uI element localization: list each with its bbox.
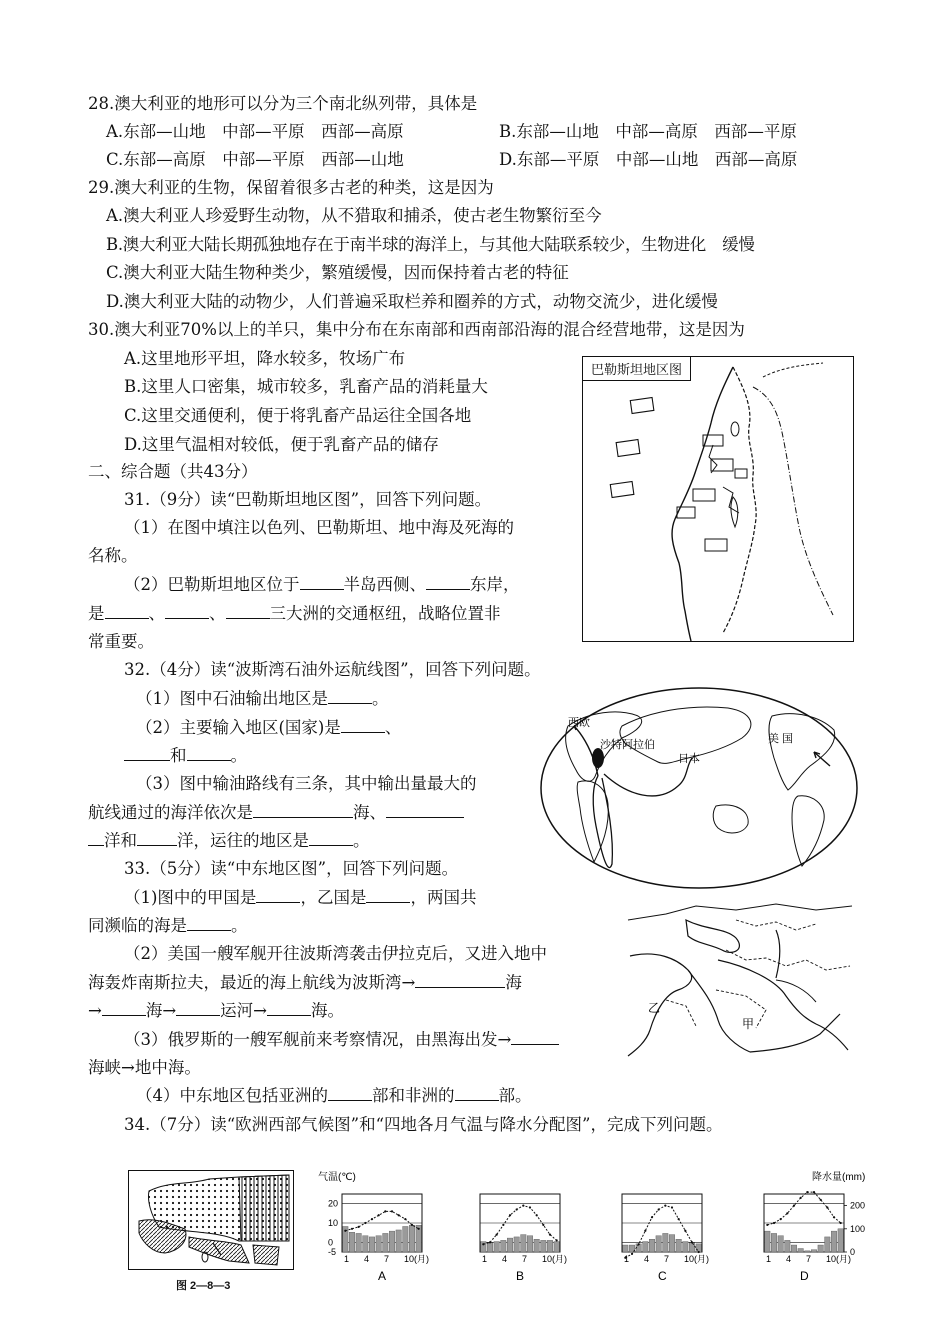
precipitation-bar <box>683 1242 688 1252</box>
temperature-point <box>371 1218 373 1220</box>
q31-text: （2）巴勒斯坦地区位于 <box>124 575 300 594</box>
q32-text: 海、 <box>353 803 386 822</box>
precipitation-tick-label: 0 <box>850 1247 856 1257</box>
temperature-point <box>509 1214 511 1216</box>
oil-route-map-drawing <box>538 686 860 890</box>
precipitation-tick-label: 200 <box>850 1200 866 1211</box>
q33-text: 。 <box>231 916 248 935</box>
temperature-point <box>398 1214 400 1216</box>
chart-letter-label: D <box>800 1269 809 1283</box>
temperature-tick-label: 10 <box>328 1218 339 1228</box>
temperature-point <box>786 1212 788 1214</box>
precipitation-bar <box>356 1233 361 1252</box>
temperature-point <box>391 1210 393 1212</box>
temperature-point <box>638 1243 640 1245</box>
q32-text: 和 <box>170 746 187 765</box>
precipitation-bar <box>778 1236 783 1252</box>
answer-blank[interactable] <box>165 604 209 619</box>
precipitation-bar <box>389 1231 394 1252</box>
precipitation-bar <box>811 1250 816 1252</box>
answer-blank[interactable] <box>256 888 300 903</box>
q30-option-c: C.这里交通便利，便于将乳畜产品运往全国各地 <box>124 406 472 425</box>
figure-caption: 图 2—8—3 <box>176 1280 231 1292</box>
q33-text: 海→ <box>145 1001 177 1020</box>
answer-blank[interactable] <box>187 746 231 761</box>
month-tick-label: 10(月) <box>684 1254 710 1264</box>
temperature-point <box>522 1205 524 1207</box>
q30-option-b: B.这里人口密集，城市较多，乳畜产品的消耗量大 <box>124 377 488 396</box>
temperature-point <box>800 1197 802 1199</box>
q32-part3-line2 <box>88 803 464 823</box>
temperature-point <box>664 1205 666 1207</box>
temperature-point <box>684 1230 686 1232</box>
precipitation-bar <box>403 1226 408 1252</box>
q32-part2-line2 <box>124 746 247 766</box>
precipitation-bar <box>663 1233 668 1252</box>
temperature-point <box>496 1234 498 1236</box>
temperature-line <box>767 1192 840 1225</box>
answer-blank[interactable] <box>187 916 231 931</box>
q33-text: （4）中东地区包括亚洲的 <box>136 1086 328 1105</box>
q33-text: 海 <box>505 973 522 992</box>
q28-option-a: A.东部—山地 中部—平原 西部—高原 <box>106 122 404 141</box>
precipitation-bar <box>805 1251 810 1252</box>
temperature-point <box>766 1224 768 1226</box>
precipitation-bar <box>376 1236 381 1252</box>
answer-blank[interactable] <box>267 1001 311 1016</box>
q31-stem: 31.（9分）读“巴勒斯坦地区图”，回答下列问题。 <box>124 490 492 509</box>
temperature-point <box>644 1230 646 1232</box>
q32-text: 、 <box>384 718 402 737</box>
chart-letter-label: A <box>378 1269 387 1283</box>
temperature-point <box>813 1191 815 1193</box>
middle-east-map-drawing <box>626 900 854 1060</box>
precipitation-bar <box>676 1239 681 1252</box>
precipitation-bar <box>369 1237 374 1252</box>
map-label-usa: 美 国 <box>768 733 794 745</box>
temperature-point <box>698 1251 700 1253</box>
temperature-tick-label: 0 <box>328 1237 334 1248</box>
precipitation-bar <box>527 1236 532 1252</box>
q30-option-d: D.这里气温相对较低，便于乳畜产品的储存 <box>124 435 439 454</box>
precipitation-bar <box>487 1243 492 1252</box>
palestine-map <box>582 356 854 642</box>
precipitation-bar <box>825 1237 830 1252</box>
precipitation-bar <box>765 1231 770 1252</box>
answer-blank[interactable] <box>511 1030 559 1045</box>
q33-part3-line1 <box>124 1030 559 1050</box>
precipitation-bar <box>507 1238 512 1252</box>
precipitation-bar <box>785 1240 790 1252</box>
q32-part3-line1: （3）图中输油路线有三条，其中输出量最大的 <box>136 774 477 793</box>
precipitation-bar <box>409 1225 414 1252</box>
palestine-map-title: 巴勒斯坦地区图 <box>583 357 691 381</box>
q32-part2-line1 <box>136 718 401 738</box>
q33-text: ，乙国是 <box>300 888 367 907</box>
temperature-point <box>542 1224 544 1226</box>
climate-charts <box>312 1168 872 1296</box>
answer-blank[interactable] <box>105 604 149 619</box>
precipitation-bar <box>838 1229 843 1252</box>
temperature-point <box>806 1191 808 1193</box>
answer-blank[interactable] <box>137 831 177 846</box>
month-tick-label: 1 <box>344 1254 350 1264</box>
month-tick-label: 1 <box>482 1254 488 1264</box>
q32-text: （1）图中石油输出地区是 <box>136 689 328 708</box>
precipitation-bar <box>554 1242 559 1252</box>
precipitation-bar <box>349 1232 354 1252</box>
q30-option-a: A.这里地形平坦，降水较多，牧场广布 <box>124 349 406 368</box>
q31-text: 三大洲的交通枢纽，战略位置非 <box>269 604 501 623</box>
temperature-point <box>820 1199 822 1201</box>
q29-option-a: A.澳大利亚人珍爱野生动物，从不猎取和捕杀，使古老生物繁衍至今 <box>106 206 602 225</box>
answer-blank[interactable] <box>253 803 353 818</box>
answer-blank[interactable] <box>455 1086 499 1101</box>
q32-part1 <box>136 689 389 709</box>
temperature-point <box>529 1206 531 1208</box>
month-tick-label: 7 <box>384 1254 390 1264</box>
q32-part3-line3 <box>88 831 370 851</box>
temperature-point <box>364 1222 366 1224</box>
precipitation-bar <box>649 1239 654 1252</box>
q31-text: 、 <box>148 604 165 623</box>
precipitation-bar <box>656 1236 661 1252</box>
temperature-point <box>378 1214 380 1216</box>
q32-text: 。 <box>230 746 247 765</box>
temperature-point <box>773 1222 775 1224</box>
precipitation-axis-label: 降水量(mm) <box>812 1172 866 1183</box>
europe-climate-map <box>128 1170 294 1270</box>
q31-text: 是 <box>88 604 105 623</box>
temperature-point <box>411 1224 413 1226</box>
q32-text: 航线通过的海洋依次是 <box>88 803 253 822</box>
month-tick-label: 4 <box>364 1254 370 1264</box>
month-tick-label: 1 <box>624 1254 630 1264</box>
map-label-yi: 乙 <box>648 1001 661 1015</box>
q29-stem: 29.澳大利亚的生物，保留着很多古老的种类，这是因为 <box>88 178 494 197</box>
answer-blank[interactable] <box>176 1001 220 1016</box>
precipitation-bar <box>534 1239 539 1252</box>
q33-part2-line3 <box>88 1001 344 1021</box>
answer-blank[interactable] <box>341 718 385 733</box>
temperature-point <box>344 1230 346 1232</box>
answer-blank[interactable] <box>300 575 344 590</box>
q32-text: 洋，运往的地区是 <box>177 831 309 850</box>
precipitation-bar <box>643 1242 648 1252</box>
temperature-point <box>631 1253 633 1255</box>
q31-text: 、 <box>209 604 226 623</box>
precipitation-bar <box>798 1249 803 1252</box>
precipitation-bar <box>623 1245 628 1252</box>
month-tick-label: 10(月) <box>826 1254 852 1264</box>
temperature-point <box>780 1218 782 1220</box>
temperature-tick-label: 20 <box>328 1198 339 1209</box>
precipitation-bar <box>689 1243 694 1252</box>
q31-part2-line1 <box>124 575 520 595</box>
answer-blank[interactable] <box>226 604 270 619</box>
q33-text: 海。 <box>310 1001 344 1020</box>
oil-route-map <box>538 686 860 890</box>
precipitation-bar <box>669 1235 674 1252</box>
palestine-map-drawing <box>583 357 853 641</box>
temperature-point <box>384 1210 386 1212</box>
q29-option-c: C.澳大利亚大陆生物种类少，繁殖缓慢，因而保持着古老的特征 <box>106 263 569 282</box>
q33-part4 <box>136 1086 532 1106</box>
q28-stem: 28.澳大利亚的地形可以分为三个南北纵列带，具体是 <box>88 94 478 113</box>
section-title: 二、综合题（共43分） <box>88 462 258 481</box>
temperature-point <box>358 1226 360 1228</box>
chart-letter-label: C <box>658 1269 667 1283</box>
answer-blank[interactable] <box>102 1001 146 1016</box>
month-tick-label: 7 <box>806 1254 812 1264</box>
precipitation-bar <box>494 1242 499 1252</box>
q33-text: 部。 <box>498 1086 532 1105</box>
q33-text: 部和非洲的 <box>372 1086 455 1105</box>
answer-blank[interactable] <box>88 831 104 846</box>
europe-climate-map-drawing <box>129 1171 293 1269</box>
temperature-point <box>418 1228 420 1230</box>
answer-blank[interactable] <box>309 831 353 846</box>
q31-part2-line2 <box>88 604 501 624</box>
month-tick-label: 4 <box>644 1254 650 1264</box>
q34-stem: 34.（7分）读“欧洲西部气候图”和“四地各月气温与降水分配图”，完成下列问题。 <box>124 1115 723 1134</box>
map-label-west-europe: 西欧 <box>568 717 590 729</box>
temperature-point <box>351 1228 353 1230</box>
precipitation-bar <box>363 1236 368 1252</box>
q33-part1-line2 <box>88 916 248 936</box>
precipitation-bar <box>547 1240 552 1252</box>
precipitation-bar <box>383 1233 388 1252</box>
chart-letter-label: B <box>516 1269 525 1283</box>
precipitation-bar <box>396 1230 401 1252</box>
q33-part2-line2 <box>88 973 522 993</box>
precipitation-bar <box>771 1233 776 1252</box>
answer-blank[interactable] <box>328 1086 372 1101</box>
month-tick-label: 4 <box>786 1254 792 1264</box>
q33-text: 海轰炸南斯拉夫，最近的海上航线为波斯湾→ <box>88 973 416 992</box>
answer-blank[interactable] <box>415 973 505 988</box>
month-tick-label: 7 <box>522 1254 528 1264</box>
q31-part1-line1: （1）在图中填注以色列、巴勒斯坦、地中海及死海的 <box>124 518 514 537</box>
answer-blank[interactable] <box>366 888 410 903</box>
month-tick-label: 7 <box>664 1254 670 1264</box>
month-tick-label: 10(月) <box>542 1254 568 1264</box>
temperature-point <box>691 1241 693 1243</box>
q31-part2-line3: 常重要。 <box>88 632 154 651</box>
temperature-point <box>502 1224 504 1226</box>
temperature-point <box>793 1205 795 1207</box>
q33-part3-line2: 海峡→地中海。 <box>88 1058 201 1077</box>
answer-blank[interactable] <box>426 575 470 590</box>
precipitation-bar <box>481 1242 486 1252</box>
temperature-point <box>549 1234 551 1236</box>
q32-text: （2）主要输入地区(国家)是 <box>136 718 341 737</box>
q29-option-b: B.澳大利亚大陆长期孤独地存在于南半球的海洋上，与其他大陆联系较少，生物进化 缓慢 <box>106 235 755 254</box>
map-label-saudi-arabia: 沙特阿拉伯 <box>600 739 655 751</box>
temperature-point <box>840 1222 842 1224</box>
temperature-point <box>651 1216 653 1218</box>
q28-option-c: C.东部—高原 中部—平原 西部—山地 <box>106 150 404 169</box>
q33-part1-line1 <box>124 888 476 908</box>
precipitation-bar <box>831 1231 836 1252</box>
answer-blank[interactable] <box>386 803 464 818</box>
q30-stem: 30.澳大利亚70%以上的羊只，集中分布在东南部和西南部沿海的混合经营地带，这是因为 <box>88 320 745 339</box>
precipitation-bar <box>521 1235 526 1252</box>
q28-option-d: D.东部—平原 中部—山地 西部—高原 <box>499 150 798 169</box>
temperature-point <box>833 1216 835 1218</box>
temperature-point <box>678 1218 680 1220</box>
q33-text: （1)图中的甲国是 <box>124 888 257 907</box>
answer-blank[interactable] <box>328 689 372 704</box>
temperature-point <box>489 1241 491 1243</box>
temperature-point <box>658 1208 660 1210</box>
q33-text: ，两国共 <box>410 888 477 907</box>
q33-text: 运河→ <box>220 1001 267 1020</box>
temperature-tick-label: -5 <box>328 1247 337 1257</box>
precipitation-bar <box>514 1237 519 1252</box>
q32-text: 洋和 <box>104 831 137 850</box>
q33-stem: 33.（5分）读“中东地区图”，回答下列问题。 <box>124 859 459 878</box>
q32-text: 。 <box>372 689 389 708</box>
month-tick-label: 10(月) <box>404 1254 430 1264</box>
precipitation-tick-label: 100 <box>850 1223 866 1234</box>
temperature-point <box>404 1218 406 1220</box>
temperature-line <box>483 1206 556 1245</box>
temperature-axis-label: 气温(℃) <box>318 1172 356 1183</box>
q33-text: 同濒临的海是 <box>88 916 187 935</box>
month-tick-label: 4 <box>502 1254 508 1264</box>
q31-text: 东岸， <box>470 575 520 594</box>
answer-blank[interactable] <box>124 746 170 761</box>
temperature-point <box>536 1214 538 1216</box>
temperature-point <box>826 1206 828 1208</box>
q33-text: （3）俄罗斯的一艘军舰前来考察情况，由黑海出发→ <box>124 1030 512 1049</box>
temperature-point <box>556 1239 558 1241</box>
precipitation-bar <box>501 1240 506 1252</box>
q29-option-d: D.澳大利亚大陆的动物少，人们普遍采取栏养和圈养的方式，动物交流少，进化缓慢 <box>106 292 718 311</box>
q32-stem: 32.（4分）读“波斯湾石油外运航线图”，回答下列问题。 <box>124 660 541 679</box>
month-tick-label: 1 <box>766 1254 772 1264</box>
q33-part2-line1: （2）美国一艘军舰开往波斯湾袭击伊拉克后，又进入地中 <box>124 944 547 963</box>
middle-east-map <box>626 900 854 1060</box>
temperature-point <box>482 1243 484 1245</box>
q28-option-b: B.东部—山地 中部—高原 西部—平原 <box>499 122 797 141</box>
q33-text: → <box>88 1001 102 1020</box>
map-label-jia: 甲 <box>742 1017 755 1031</box>
precipitation-bar <box>791 1245 796 1252</box>
q31-part1-line2: 名称。 <box>88 546 138 565</box>
precipitation-bar <box>541 1240 546 1252</box>
temperature-point <box>516 1208 518 1210</box>
q31-text: 半岛西侧、 <box>343 575 426 594</box>
temperature-point <box>671 1206 673 1208</box>
q32-text: 。 <box>353 831 370 850</box>
map-label-japan: 日本 <box>678 753 700 765</box>
precipitation-bar <box>696 1244 701 1252</box>
precipitation-bar <box>818 1245 823 1252</box>
